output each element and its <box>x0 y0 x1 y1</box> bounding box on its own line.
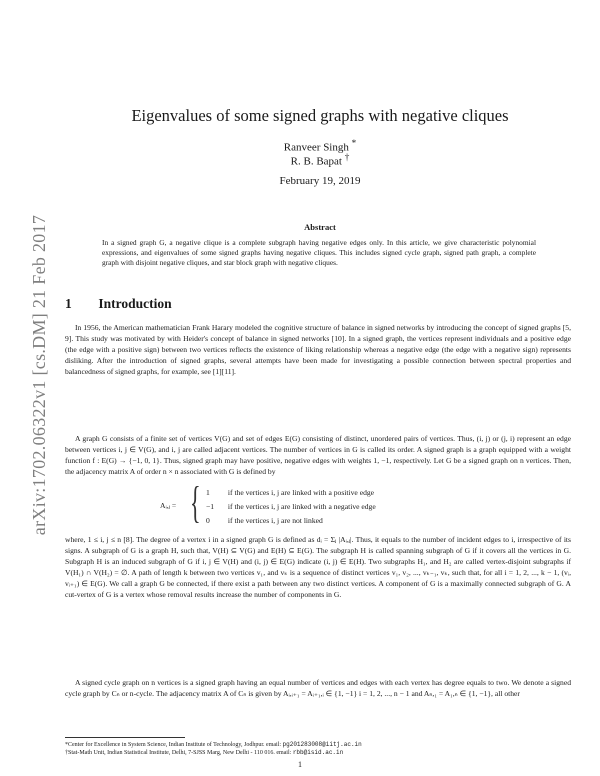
footnote-2 <box>65 749 575 757</box>
footnote-email: rbb@isid.ac.in <box>292 749 344 756</box>
case-condition: if the vertices i, j are not linked <box>227 516 323 525</box>
arxiv-identifier: arXiv:1702.06322v1 [cs.DM] 21 Feb 2017 <box>29 214 49 536</box>
paragraph <box>65 534 571 600</box>
footnote-divider <box>65 737 185 738</box>
footnote-1 <box>65 741 575 749</box>
paper-date: February 19, 2019 <box>279 175 361 187</box>
abstract-heading: Abstract <box>304 222 336 232</box>
author-2 <box>70 152 570 168</box>
footnote-text: †Stat-Math Unit, Indian Statistical Institute, Delhi, 7-SJSS Marg, New Delhi - 110 016. email: <box>65 750 293 756</box>
author-name: Ranveer Singh <box>283 141 349 154</box>
footnote-text: *Center for Excellence in System Science, Indian Institute of Technology, Jodhpur. email: <box>65 742 283 748</box>
author-footnote-mark: † <box>344 152 350 162</box>
author-footnote-mark: * <box>351 138 357 148</box>
paragraph-text: where, 1 ≤ i, j ≤ n [8]. The degree of a vertex i in a signed graph G is defined as dᵢ = Σⱼ |Aᵢ,ⱼ|. Thus, it equals to the number of incident edges to i, irrespective of its signs. A subgraph of G is a graph H, such that, V(H) ⊆ V(G) and E(H) ⊆ E(G). The subgraph H is called spanning subgraph of G if it covers all the vertices in G. Subgraph H is an induced subgraph of G if i, j ∈ V(H) and (i, j) ∈ E(G) indicate (i, j) ∈ E(H). Two subgraphs H₁, and H₂ are called vertex-disjoint subgraphs if V(H₁) ∩ V(H₂) = ∅. A path of length k between two vertices v₁, and vₖ is a sequence of distinct vertices v₁, v₂, ..., vₖ₋₁, vₖ, such that, for all i = 1, 2, ..., k − 1, (vᵢ, vᵢ₊₁) ∈ E(G). We call a graph G be connected, if there exist a path between any two distinct vertices. A component of G is a maximally connected subgraph of G. A cut-vertex of G is a vertex whose removal results increase the number of components in G. <box>65 535 571 599</box>
equation-lhs: Aᵢ,ⱼ = <box>160 501 177 510</box>
case-condition: if the vertices i, j are linked with a negative edge <box>227 502 376 511</box>
page-number: 1 <box>298 760 302 769</box>
footnote-email: pg201283008@iitj.ac.in <box>282 741 362 748</box>
paragraph <box>65 322 571 377</box>
equation-case <box>206 516 323 525</box>
paragraph <box>65 677 571 699</box>
case-value: 0 <box>206 516 210 525</box>
equation-case <box>206 488 374 497</box>
case-value: 1 <box>206 488 210 497</box>
equation-case <box>206 502 376 511</box>
section-heading <box>65 296 172 312</box>
paragraph-text: In 1956, the American mathematician Frank Harary modeled the cognitive structure of balance in signed networks by introducing the concept of signed graphs [5, 9]. This study was motivated by with Heider's concept of balance in signed networks [10]. In a signed graph, the vertices represent individuals and a positive edge (the edge with a positive sign) between two vertices reflects the existence of liking relationship whereas a negative edge (the edge with a negative sign) represents disliking. After the introduction of signed graphs, several attempts have been made for investigating a possible connection between spectral properties and balancedness of signed graphs, for example, see [1][11]. <box>65 323 571 376</box>
section-title: Introduction <box>98 296 172 311</box>
paragraph-text: A graph G consists of a finite set of vertices V(G) and set of edges E(G) consisting of distinct, unordered pairs of vertices. Thus, (i, j) or (j, i) represent an edge between vertices i, j ∈ V(G), and i, j are called adjacent vertices. The number of vertices in G is called its order. A signed graph is a graph equipped with a weight function f : E(G) → {−1, 0, 1}. Thus, signed graph may have positive, negative edges with weights 1, −1, respectively. Let G be a signed graph on n vertices. Then, the adjacency matrix A of order n × n associated with G is defined by <box>65 434 571 476</box>
section-number: 1 <box>65 296 72 311</box>
paragraph <box>65 433 571 477</box>
case-value: −1 <box>206 502 215 511</box>
equation-brace: { <box>190 478 201 527</box>
paper-title: Eigenvalues of some signed graphs with negative cliques <box>131 106 509 125</box>
paragraph-text: A signed cycle graph on n vertices is a signed graph having an equal number of vertices and edges with each vertex has degree equals to two. We denote a signed cycle graph by Cₙ or n-cycle. The adjacency matrix A of Cₙ is given by Aᵢ,ᵢ₊₁ = Aᵢ₊₁,ᵢ ∈ {1, −1} i = 1, 2, ..., n − 1 and Aₙ,₁ = A₁,ₙ ∈ {1, −1}, all other <box>65 678 571 698</box>
arxiv-stamp <box>14 190 49 560</box>
case-condition: if the vertices i, j are linked with a positive edge <box>227 488 375 497</box>
author-name: R. B. Bapat <box>290 155 342 168</box>
abstract-text: In a signed graph G, a negative clique is a complete subgraph having negative edges only. In this article, we give characteristic polynomial expressions, and eigenvalues of some signed graphs having negative cliques. This includes signed cycle graph, signed path graph, a complete graph with disjoint negative cliques, and star block graph with negative cliques. <box>102 238 536 267</box>
